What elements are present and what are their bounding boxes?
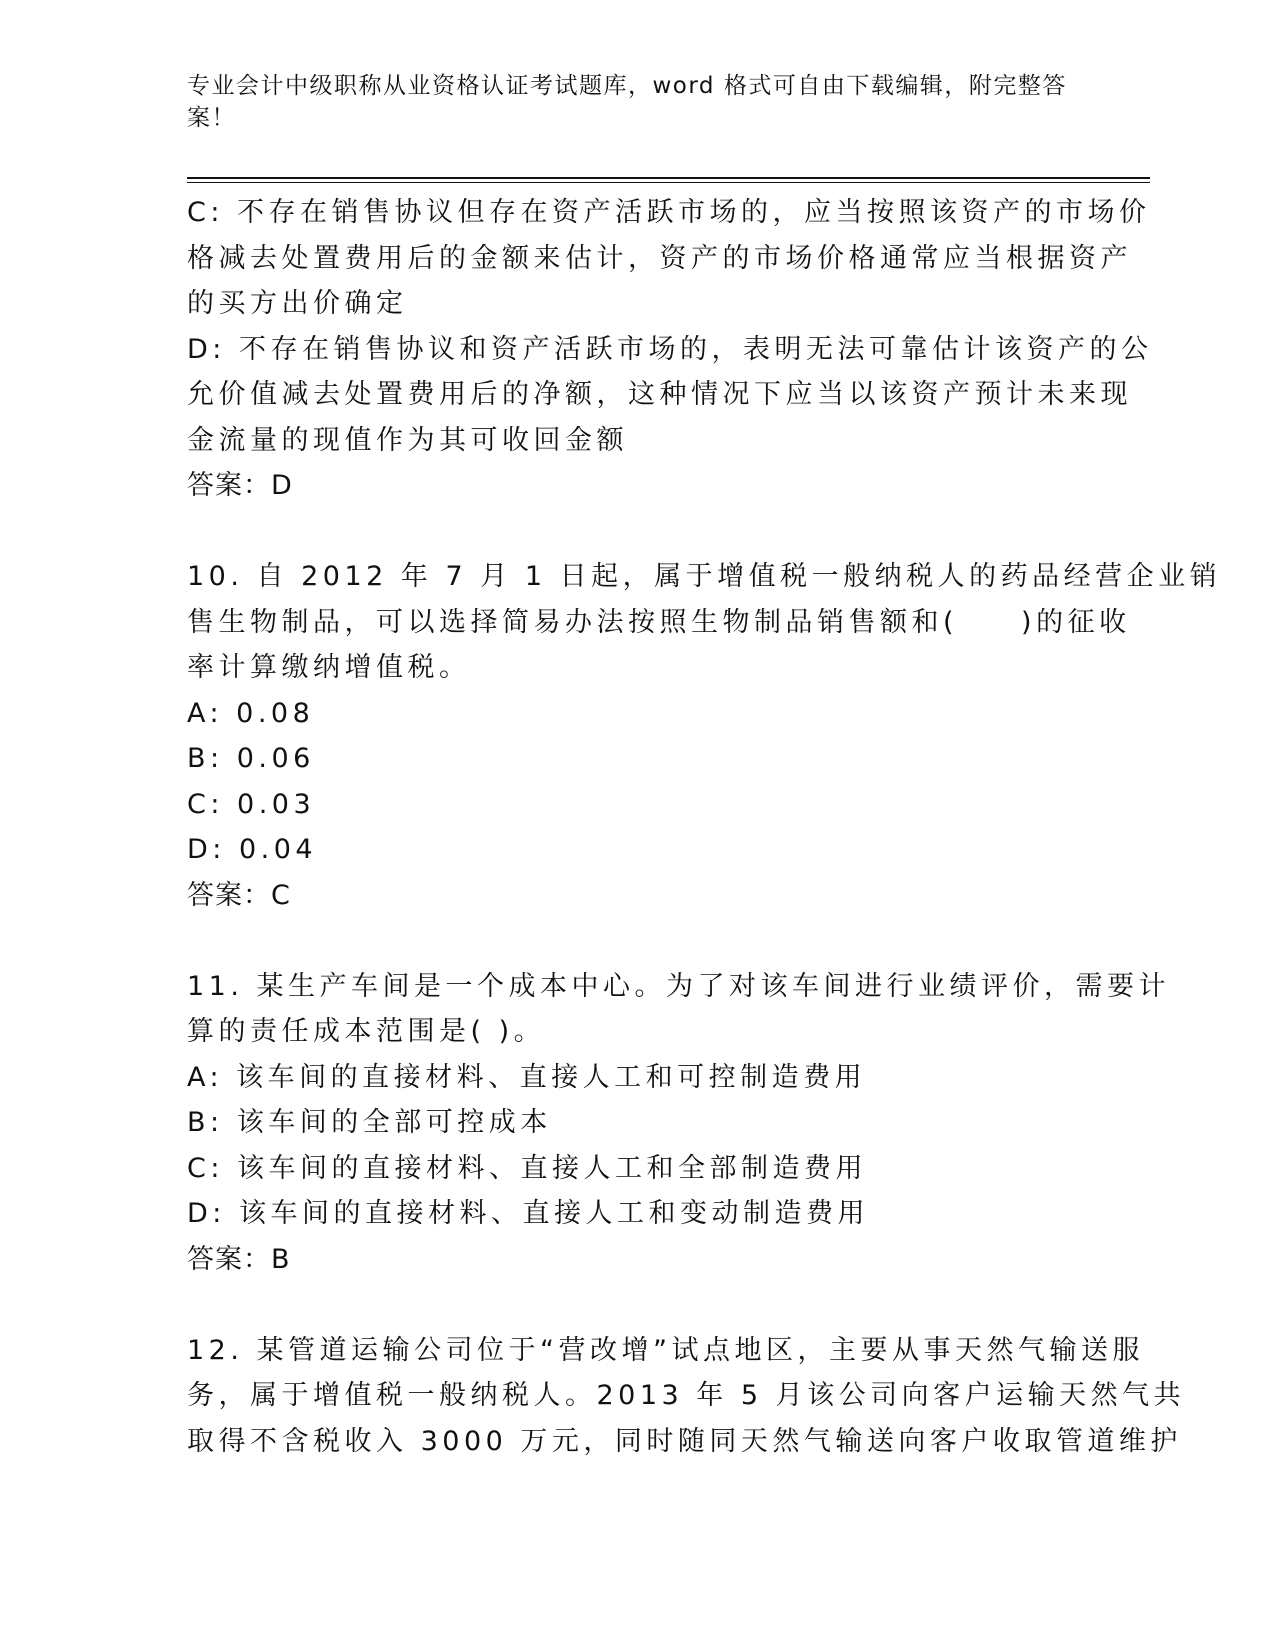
option-d: D: 不存在销售协议和资产活跃市场的，表明无法可靠估计该资产的公 (187, 333, 1153, 365)
header-line: 案！ (187, 105, 236, 131)
option-b: B: 0.06 (187, 743, 315, 774)
option-d: D: 0.04 (187, 834, 318, 865)
option-a: A: 该车间的直接材料、直接人工和可控制造费用 (187, 1061, 867, 1093)
question-11 (187, 964, 1171, 1283)
question-10 (187, 554, 1222, 918)
option-a: A: 0.08 (187, 697, 315, 729)
option-d: D: 该车间的直接材料、直接人工和变动制造费用 (187, 1198, 869, 1229)
option-c-cont: 格减去处置费用后的金额来估计，资产的市场价格通常应当根据资产 (187, 242, 1132, 274)
answer-line: 答案：D (187, 470, 293, 501)
question-text-cont: 务，属于增值税一般纳税人。2013 年 5 月该公司向客户运输天然气共 (187, 1380, 1186, 1411)
question-text: 11. 某生产车间是一个成本中心。为了对该车间进行业绩评价，需要计 (187, 970, 1171, 1002)
option-d-cont: 金流量的现值作为其可收回金额 (187, 424, 628, 456)
option-c: C: 该车间的直接材料、直接人工和全部制造费用 (187, 1152, 868, 1184)
question-content (187, 190, 1222, 1464)
option-c-cont: 的买方出价确定 (187, 288, 408, 319)
question-text: 12. 某管道运输公司位于“营改增”试点地区，主要从事天然气输送服 (187, 1334, 1144, 1366)
header-divider-thin (187, 182, 1150, 183)
question-text-cont: 率计算缴纳增值税。 (187, 652, 471, 683)
question-text-cont: 算的责任成本范围是( )。 (187, 1016, 546, 1047)
document-header (187, 70, 1067, 134)
answer-line: 答案：B (187, 1243, 291, 1275)
header-divider (187, 177, 1150, 179)
question-text-cont: 售生物制品，可以选择简易办法按照生物制品销售额和( )的征收 (187, 606, 1131, 638)
question-text-cont: 取得不含税收入 3000 万元，同时随同天然气输送向客户收取管道维护 (187, 1425, 1182, 1457)
spacer (187, 918, 1087, 964)
question-9-tail (187, 190, 1153, 509)
answer-line: 答案：C (187, 879, 291, 911)
question-text: 10. 自 2012 年 7 月 1 日起，属于增值税一般纳税人的药品经营企业销 (187, 561, 1222, 592)
option-d-cont: 允价值减去处置费用后的净额，这种情况下应当以该资产预计未来现 (187, 379, 1132, 410)
option-c: C: 0.03 (187, 788, 316, 820)
spacer (187, 1282, 1087, 1328)
option-b: B: 该车间的全部可控成本 (187, 1107, 552, 1138)
option-c: C: 不存在销售协议但存在资产活跃市场的，应当按照该资产的市场价 (187, 197, 1151, 228)
header-line: 专业会计中级职称从业资格认证考试题库，word 格式可自由下载编辑，附完整答 (187, 73, 1067, 99)
spacer (187, 509, 1087, 555)
question-12 (187, 1328, 1186, 1465)
